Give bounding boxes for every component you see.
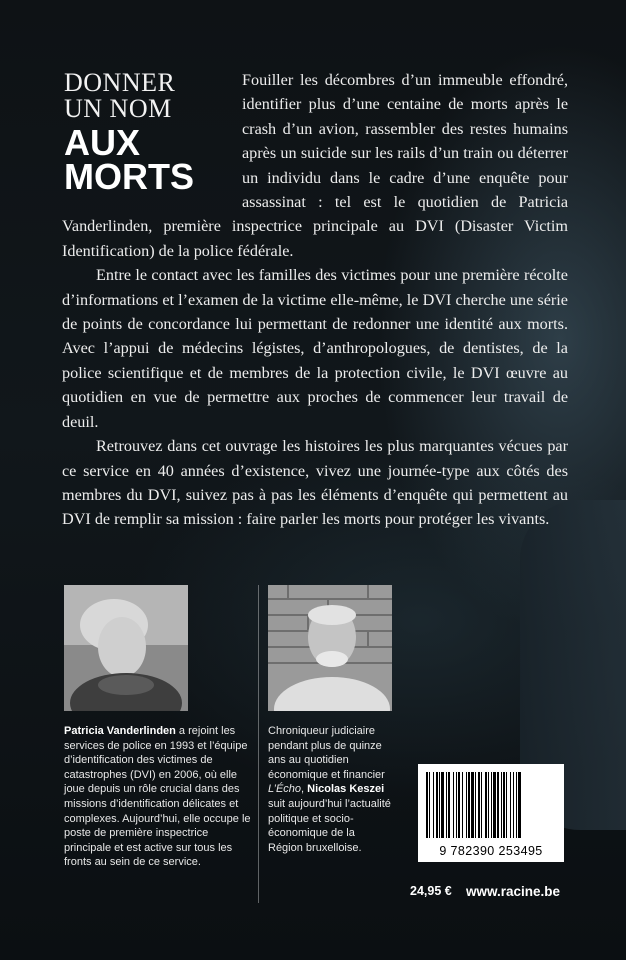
barcode-bar [510, 772, 511, 838]
barcode-bar [488, 772, 489, 838]
author-photo-nicolas [268, 585, 392, 711]
title-line-4: MORTS [64, 156, 194, 198]
barcode-bar [441, 772, 444, 838]
title-line-3: AUX [64, 122, 141, 163]
bio-separator: , [301, 783, 308, 796]
author-bio-text-patricia: a rejoint les services de police en 1993 et l’équipe d’identification des victimes de catastrophes (DVI) en 2006, où elle joue depuis un rôle crucial dans des missions d’identification délicates et complexes. Aujourd’hui, elle occupe le poste de première inspectrice principale et est active sur tous les fronts au sein de ce service. [64, 725, 251, 869]
barcode-bar [433, 772, 434, 838]
publication-name: L’Écho [268, 783, 302, 796]
barcode-bar [439, 772, 440, 838]
barcode-bar [466, 772, 467, 838]
barcode-bar [478, 772, 480, 838]
barcode-bar [516, 772, 517, 838]
barcode-bar [491, 772, 492, 838]
isbn-number: 9 782390 253495 [439, 844, 543, 858]
barcode-bar [448, 772, 450, 838]
barcode-bar [468, 772, 470, 838]
barcode-bar [493, 772, 496, 838]
author-name-patricia: Patricia Vanderlinden [64, 725, 176, 737]
barcode-bar [481, 772, 482, 838]
barcode-bar [518, 772, 521, 838]
blurb [62, 68, 568, 532]
barcode-bar [506, 772, 507, 838]
author-bio-nicolas [268, 724, 392, 855]
barcode-bar [426, 772, 428, 838]
barcode-bar [485, 772, 487, 838]
barcode-bar [456, 772, 457, 838]
blurb-paragraph-3: Retrouvez dans cet ouvrage les histoires les plus marquantes vécues par ce service en 40 années d’existence, vivez une journée-type aux côtés des membres du DVI, suivez pas à pas les éléments d’enquête qui permettent au DVI de remplir sa mission : faire parler les morts pour protéger les vivants. [62, 437, 568, 529]
barcode-bar [503, 772, 505, 838]
barcode-bar [497, 772, 499, 838]
author-bio-patricia [64, 724, 252, 870]
barcode-bar [436, 772, 438, 838]
title-line-1: DONNER [64, 68, 176, 97]
title-line-2: UN NOM [64, 94, 172, 123]
blurb-paragraph-1: Fouiller les décombres d’un immeuble effondré, identifier plus d’une centaine de morts après le crash d’un avion, rassembler des restes humains après un suicide sur les rails d’un train ou déterrer un individu dans le cadre d’une enquête pour assassinat : tel est le quotidien de Patricia Vanderlinden, première inspectrice principale au DVI (Disaster Victim Identification) de la police fédérale. [62, 71, 568, 260]
barcode-bar [475, 772, 476, 838]
barcode-bar [513, 772, 514, 838]
author-divider [258, 585, 259, 903]
barcode-bar [462, 772, 463, 838]
price: 24,95 € [410, 884, 452, 898]
author-bio-end-nicolas: suit aujourd’hui l’actualité politique et socio-économique de la Région bruxelloise. [268, 797, 391, 854]
blurb-paragraph-2: Entre le contact avec les familles des victimes pour une première récolte d’informations et l’examen de la victime elle-même, le DVI cherche une série de points de concordance lui permettant de redonner une identité aux morts. Avec l’appui de médecins légistes, d’anthropologues, de dentistes, de la police scientifique et de membres de la protection civile, le DVI œuvre au quotidien en vue de permettre aux proches de commencer leur travail de deuil. [62, 266, 568, 431]
barcode-bar [429, 772, 430, 838]
barcode-bar [501, 772, 502, 838]
barcode [418, 764, 564, 862]
barcode-bar [471, 772, 474, 838]
author-name-nicolas: Nicolas Keszei [307, 783, 385, 796]
barcode-bar [446, 772, 447, 838]
barcode-bar [453, 772, 454, 838]
barcode-bar [458, 772, 460, 838]
author-bio-start-nicolas: Chroniqueur judiciaire pendant plus de quinze ans au quotidien économique et financier [268, 725, 385, 781]
publisher-website: www.racine.be [466, 884, 561, 899]
author-photo-patricia [64, 585, 188, 711]
